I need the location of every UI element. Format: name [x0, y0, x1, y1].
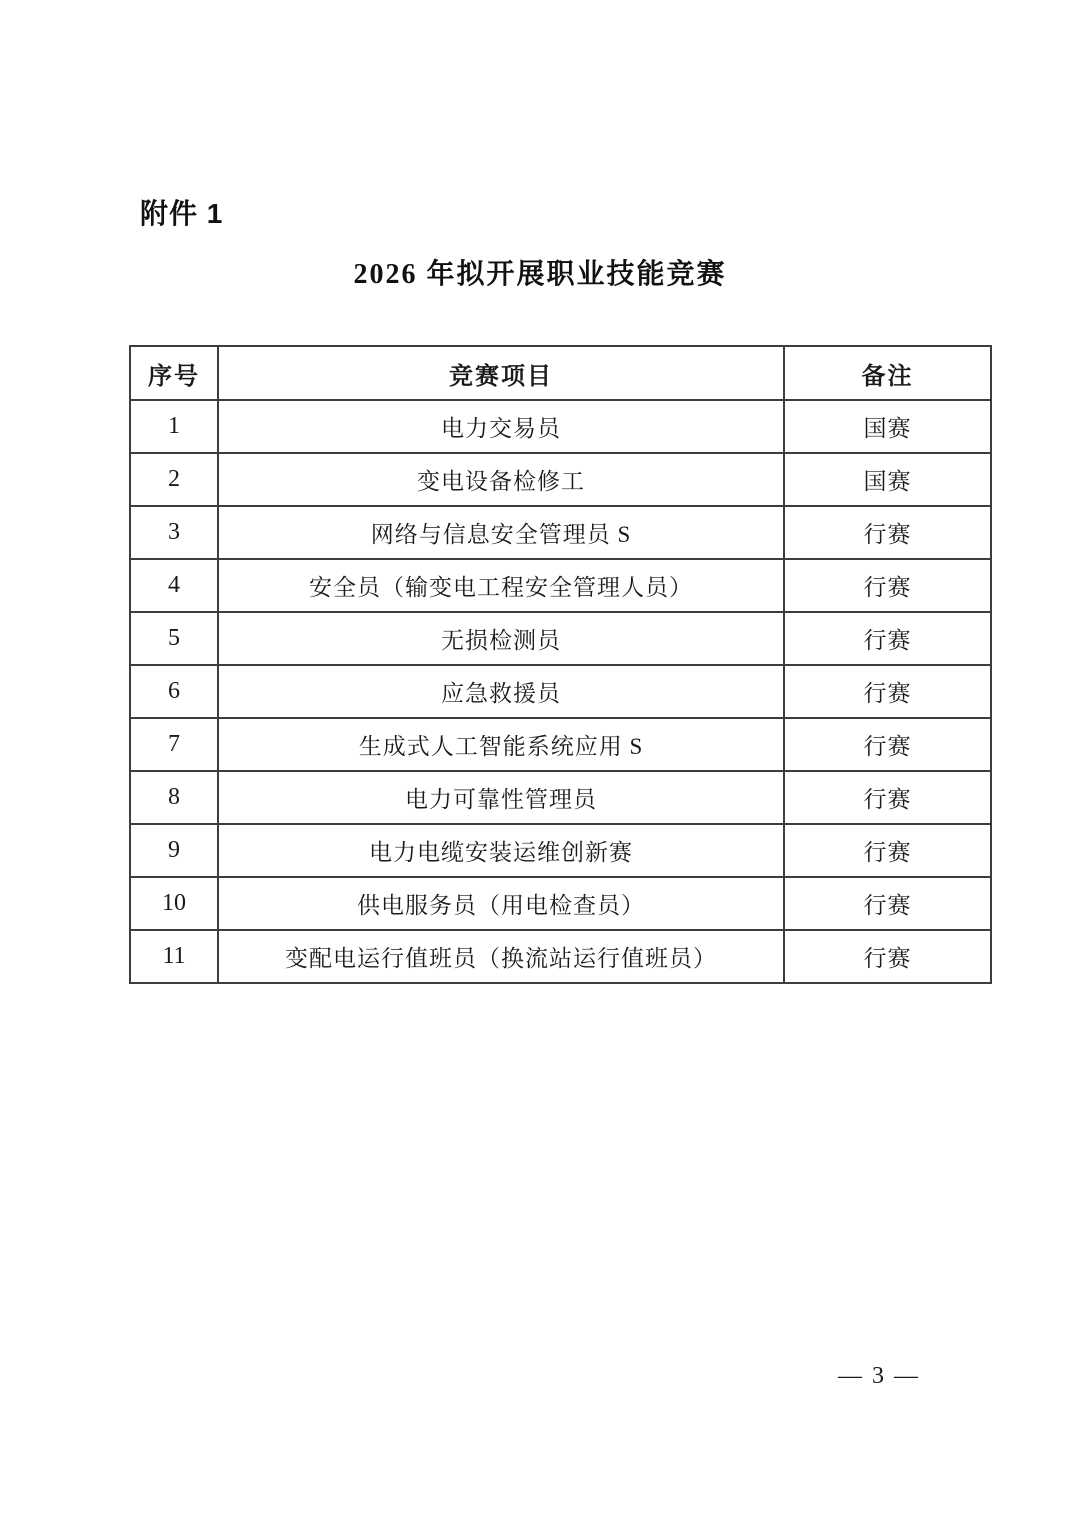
cell-project: 电力可靠性管理员 [218, 771, 784, 824]
cell-remark: 国赛 [784, 453, 991, 506]
cell-no: 11 [130, 930, 218, 983]
table-body [130, 400, 991, 983]
cell-no: 9 [130, 824, 218, 877]
table-row [130, 877, 991, 930]
table-row [130, 506, 991, 559]
cell-remark: 行赛 [784, 506, 991, 559]
table-header-row [130, 346, 991, 400]
table-row [130, 559, 991, 612]
cell-project: 变配电运行值班员（换流站运行值班员） [218, 930, 784, 983]
cell-no: 6 [130, 665, 218, 718]
cell-project: 生成式人工智能系统应用 S [218, 718, 784, 771]
document-title: 2026 年拟开展职业技能竞赛 [353, 259, 727, 290]
cell-no: 3 [130, 506, 218, 559]
header-cell-project: 竞赛项目 [218, 346, 784, 400]
header-cell-remark: 备注 [784, 346, 991, 400]
cell-no: 2 [130, 453, 218, 506]
table-row [130, 824, 991, 877]
cell-project: 电力交易员 [218, 400, 784, 453]
cell-project: 变电设备检修工 [218, 453, 784, 506]
table-row [130, 771, 991, 824]
cell-remark: 行赛 [784, 930, 991, 983]
table-row [130, 665, 991, 718]
cell-no: 7 [130, 718, 218, 771]
cell-remark: 国赛 [784, 400, 991, 453]
cell-no: 8 [130, 771, 218, 824]
table-row [130, 453, 991, 506]
competition-table [129, 345, 992, 984]
table-row [130, 930, 991, 983]
cell-remark: 行赛 [784, 824, 991, 877]
cell-no: 10 [130, 877, 218, 930]
cell-remark: 行赛 [784, 612, 991, 665]
cell-project: 供电服务员（用电检查员） [218, 877, 784, 930]
header-cell-no: 序号 [130, 346, 218, 400]
cell-project: 电力电缆安装运维创新赛 [218, 824, 784, 877]
cell-no: 1 [130, 400, 218, 453]
cell-project: 安全员（输变电工程安全管理人员） [218, 559, 784, 612]
cell-remark: 行赛 [784, 718, 991, 771]
cell-no: 4 [130, 559, 218, 612]
table-row [130, 718, 991, 771]
cell-project: 网络与信息安全管理员 S [218, 506, 784, 559]
table-row [130, 612, 991, 665]
cell-remark: 行赛 [784, 771, 991, 824]
table-row [130, 400, 991, 453]
cell-remark: 行赛 [784, 877, 991, 930]
cell-project: 无损检测员 [218, 612, 784, 665]
cell-project: 应急救援员 [218, 665, 784, 718]
page-number: — 3 — [838, 1363, 920, 1389]
attachment-label: 附件 1 [140, 198, 224, 229]
cell-remark: 行赛 [784, 665, 991, 718]
cell-remark: 行赛 [784, 559, 991, 612]
cell-no: 5 [130, 612, 218, 665]
